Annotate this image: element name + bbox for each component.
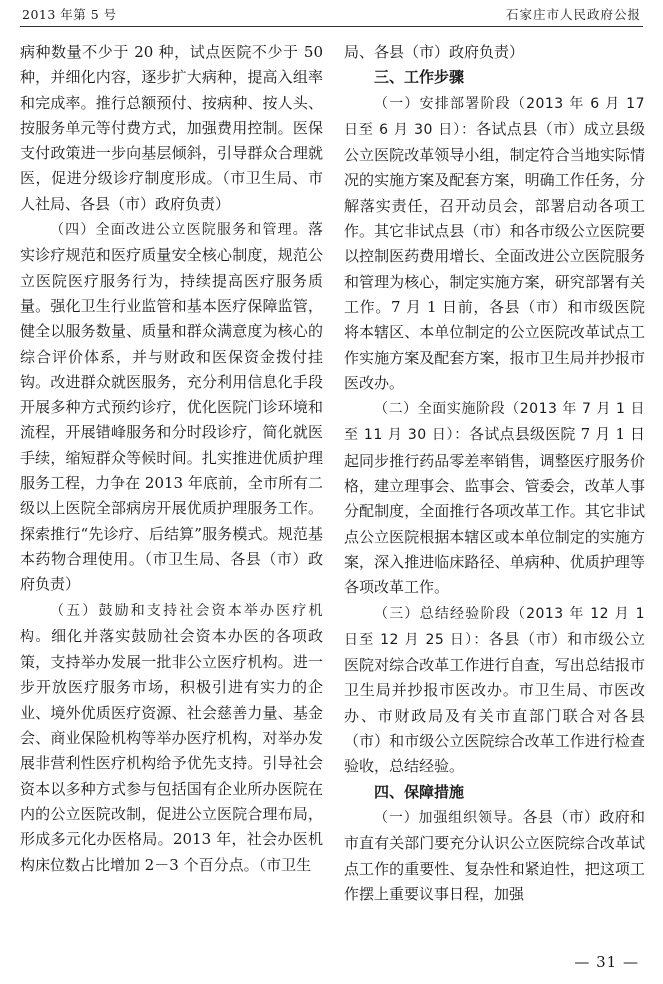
paragraph-text: 局、各县（市）政府负责） [344,43,525,61]
paragraph [344,805,645,907]
right-column [344,40,645,907]
paragraph [344,40,645,65]
paragraph-lead: （二）全面实施阶段（2013 年 7 月 1 日至 11 月 30 日）： [344,401,645,444]
section-heading: 三、工作步骤 [374,68,465,87]
paragraph [20,598,323,878]
paragraph [344,601,645,780]
publication-title: 石家庄市人民政府公报 [505,7,641,22]
paragraph-text: 落实诊疗规范和医疗质量安全核心制度，规范公立医院医疗服务行为，持续提高医疗服务质量。强化卫生行业监管和基本医疗保障监管，健全以服务数量、质量和群众满意度为核心的综合评价体系，并与财政和医保资金拨付挂钩。改进群众就医服务，充分利用信息化手段开展多种方式预约诊疗，优化医院门诊环境和流程，开展错峰服务和分时段诊疗，简化就医手续，缩短群众等候时间。扎实推进优质护理服务工程，力争在 2013 年底前，全市所有二级以上医院全部病房开展优质护理服务工作。探索推行“先诊疗、后结算”服务模式。规范基本药物合理使用。（市卫生局、各县（市）政府负责） [20,220,323,594]
paragraph-lead: （三）总结经验阶段（2013 年 12 月 1 日至 12 月 25 日）： [344,605,645,648]
left-column [20,40,323,878]
paragraph-lead: （五）鼓励和支持社会资本举办医疗机构。 [20,602,323,645]
issue-label: 2013 年第 5 号 [22,7,117,22]
paragraph-lead: （一）加强组织领导。 [374,809,523,826]
paragraph-lead: （四）全面改进公立医院服务和管理。 [50,222,308,239]
paragraph-lead: （一）安排部署阶段（2013 年 6 月 17 日至 6 月 30 日）： [344,95,645,138]
section-heading: 四、保障措施 [374,782,465,801]
paragraph-text: 各县（市）政府和市直有关部门要充分认识公立医院综合改革试点工作的重要性、复杂性和紧迫性，把这项工作摆上重要议事日程，加强 [344,807,645,903]
paragraph-text: 细化并落实鼓励社会资本办医的各项政策，支持举办发展一批非公立医疗机构。进一步开放医疗服务市场，积极引进有实力的企业、境外优质医疗资源、社会慈善力量、基金会、商业保险机构等举办医疗机构，对举办发展非营利性医疗机构给予优先支持。引导社会资本以多种方式参与包括国有企业所办医院在内的公立医院改制，促进公立医院合理布局，形成多元化办医格局。2013 年，社会办医机构床位数占比增加 2－3 个百分点。（市卫生 [20,626,323,874]
page-number: — 31 — [574,953,639,971]
paragraph [20,217,323,597]
paragraph-text: 各县（市）和市级公立医院对综合改革工作进行自查，写出总结报市卫生局并抄报市医改办。市卫生局、市医改办、市财政局及有关市直部门联合对各县（市）和市级公立医院综合改革工作进行检查验收，总结经验。 [344,629,645,776]
paragraph-text: 各试点县（市）成立县级公立医院改革领导小组，制定符合当地实际情况的实施方案及配套方案，明确工作任务，分解落实责任，召开动员会，部署启动各项工作。其它非试点县（市）和各市级公立医院要以控制医药费用增长、全面改进公立医院服务和管理为核心，制定实施方案，研究部署有关工作。7 月 1 日前，各县（市）和市级医院将本辖区、本单位制定的公立医院改革试点工作实施方案及配套方案，报市卫生局并抄报市医改办。 [344,119,645,392]
paragraph [20,40,323,217]
page-header [20,0,643,27]
paragraph [344,91,645,397]
paragraph-text: 各试点县级医院 7 月 1 日起同步推行药品零差率销售，调整医疗服务价格，建立理事会、监事会、管委会，改革人事分配制度，全面推行各项改革工作。其它非试点公立医院根据本辖区或本单位制定的实施方案，深入推进临床路径、单病种、优质护理等各项改革工作。 [344,425,645,597]
paragraph [344,396,645,600]
paragraph-text: 病种数量不少于 20 种，试点医院不少于 50 种，并细化内容，逐步扩大病种，提高入组率和完成率。推行总额预付、按病种、按人头、按服务单元等付费方式，加强费用控制。医保支付政策进一步向基层倾斜，引导群众合理就医，促进分级诊疗制度形成。（市卫生局、市人社局、各县（市）政府负责） [20,43,323,213]
